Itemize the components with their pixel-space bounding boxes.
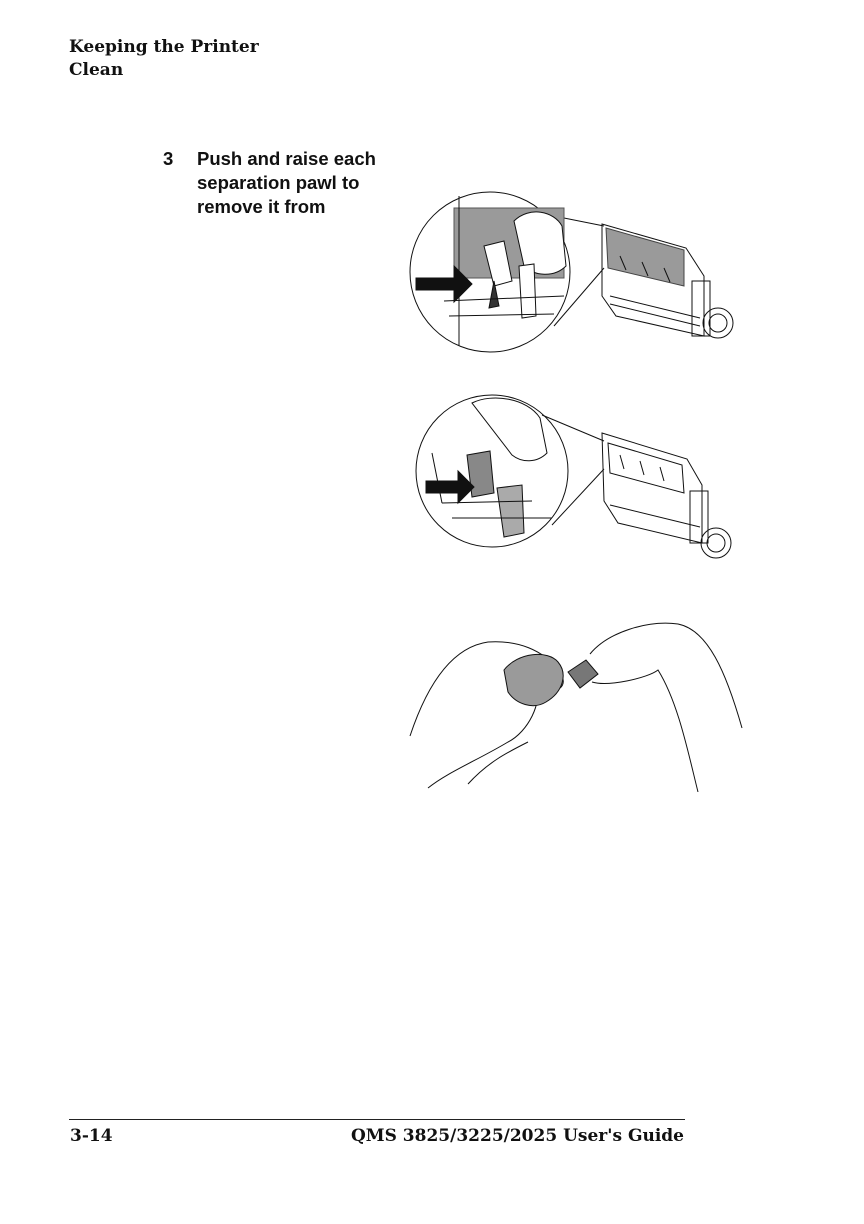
header-title-line-2: Clean xyxy=(69,60,124,80)
right-hand xyxy=(590,623,742,728)
pawl-cleaning-cloth-illustration xyxy=(408,612,744,792)
push-arrow-icon xyxy=(426,471,474,503)
separation-pawl xyxy=(568,660,598,688)
zoom-detail xyxy=(444,196,566,346)
guide-title: QMS 3825/3225/2025 User's Guide xyxy=(350,1126,684,1146)
step-instruction: Push and raise each separation pawl to remove it from xyxy=(197,148,376,217)
page-number: 3-14 xyxy=(70,1126,113,1146)
separation-pawl-raise-illustration xyxy=(412,393,752,568)
zoom-detail xyxy=(432,398,552,537)
step-number: 3 xyxy=(163,148,174,169)
running-header xyxy=(69,36,329,82)
cleaning-cloth xyxy=(504,654,563,705)
fuser-unit xyxy=(602,433,731,558)
separation-pawl-push-illustration xyxy=(404,186,744,358)
fuser-unit xyxy=(602,224,733,338)
header-title-line-1: Keeping the Printer xyxy=(69,37,259,57)
footer-rule xyxy=(69,1119,685,1120)
